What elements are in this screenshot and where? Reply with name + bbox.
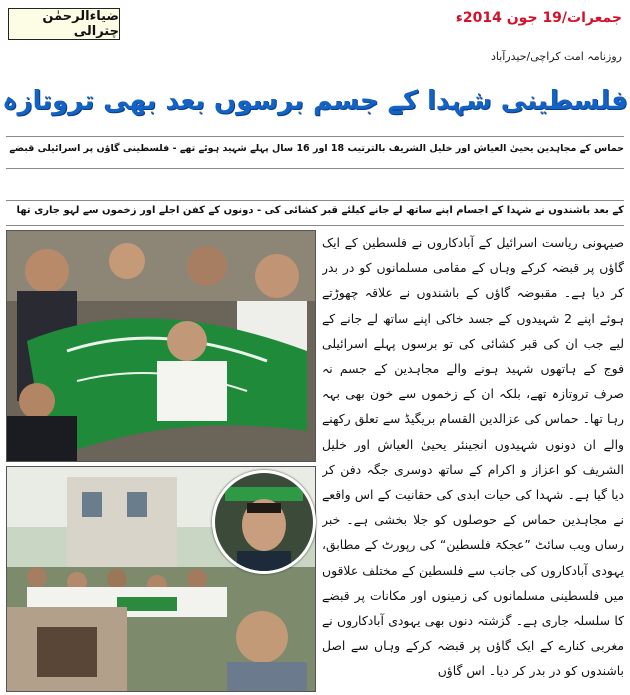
subheading-1: حماس کے مجاہدین یحییٰ العیاش اور خلیل الشریف بالترتیب 18 اور 16 سال پہلے شہید ہوئے تھے - فلسطینی گاؤں پر اسرائیلی قبضے bbox=[9, 143, 624, 154]
divider bbox=[6, 168, 624, 169]
publication-date: جمعرات/19 جون 2014ء bbox=[455, 10, 622, 26]
subheading-2: کے بعد باشندوں نے شہدا کے اجسام اپنے ساتھ لے جانے کیلئے قبر کشائی کی - دونوں کے کفن اجلے اور زخموں سے لہو جاری تھا bbox=[16, 205, 624, 216]
author-box bbox=[8, 8, 120, 40]
divider bbox=[6, 200, 624, 201]
headline: فلسطینی شہدا کے جسم برسوں بعد بھی تروتازہ bbox=[2, 86, 628, 116]
divider bbox=[6, 225, 624, 226]
newspaper-source: روزنامہ امت کراچی/حیدرآباد bbox=[490, 50, 622, 63]
portrait-image bbox=[215, 473, 313, 571]
martyr-portrait bbox=[212, 470, 316, 574]
funeral-photo-image bbox=[7, 231, 316, 462]
article-paragraph: صیہونی ریاست اسرائیل کے آبادکاروں نے فلسطین کے ایک گاؤں پر قبضہ کرکے وہاں کے مقامی مسلمانوں کو در بدر کر دیا ہے۔ مقبوضہ گاؤں کے باشندوں نے علاقہ چھوڑتے ہوئے اپنے 2 شہیدوں کے جسد خاکی اپنے ساتھ لے جانے کے لیے جب ان کی قبر کشائی کی تو برسوں پہلے اسرائیلی فوج کے ہاتھوں شہید ہونے والے مجاہدین کے جسم نہ صرف تروتازہ تھے، بلکہ ان کے زخموں سے خون بھی بہہ رہا تھا۔ حماس کی عزالدین القسام بریگیڈ سے تعلق رکھنے والے ان دونوں شہیدوں انجینئر یحییٰ العیاش اور خلیل الشریف کو اعزاز و اکرام کے ساتھ دوسری جگہ دفن کر دیا گیا ہے۔ شہدا کی حیات ابدی کی حقانیت کے اس واقعے نے مجاہدین حماس کے حوصلوں کو جلا بخشی ہے۔ خبر رساں ویب سائٹ ”عجکۃ فلسطین“ کی رپورٹ کے مطابق، یہودی آبادکاروں کی جانب سے فلسطین کے مختلف علاقوں میں فلسطینی مسلمانوں کی زمینوں اور مکانات پر قبضے کا سلسلہ جاری ہے۔ گزشتہ دنوں بھی یہودی آبادکاروں نے مغربی کنارے کے ایک گاؤں پر قبضہ کرکے وہاں سے اصل باشندوں کو در بدر کر دیا۔ اس گاؤں bbox=[322, 235, 624, 679]
article-body bbox=[322, 230, 624, 692]
funeral-photo bbox=[6, 230, 316, 462]
divider bbox=[6, 136, 624, 137]
author-name: ضیاءالرحمٰن چترالی bbox=[42, 9, 119, 39]
